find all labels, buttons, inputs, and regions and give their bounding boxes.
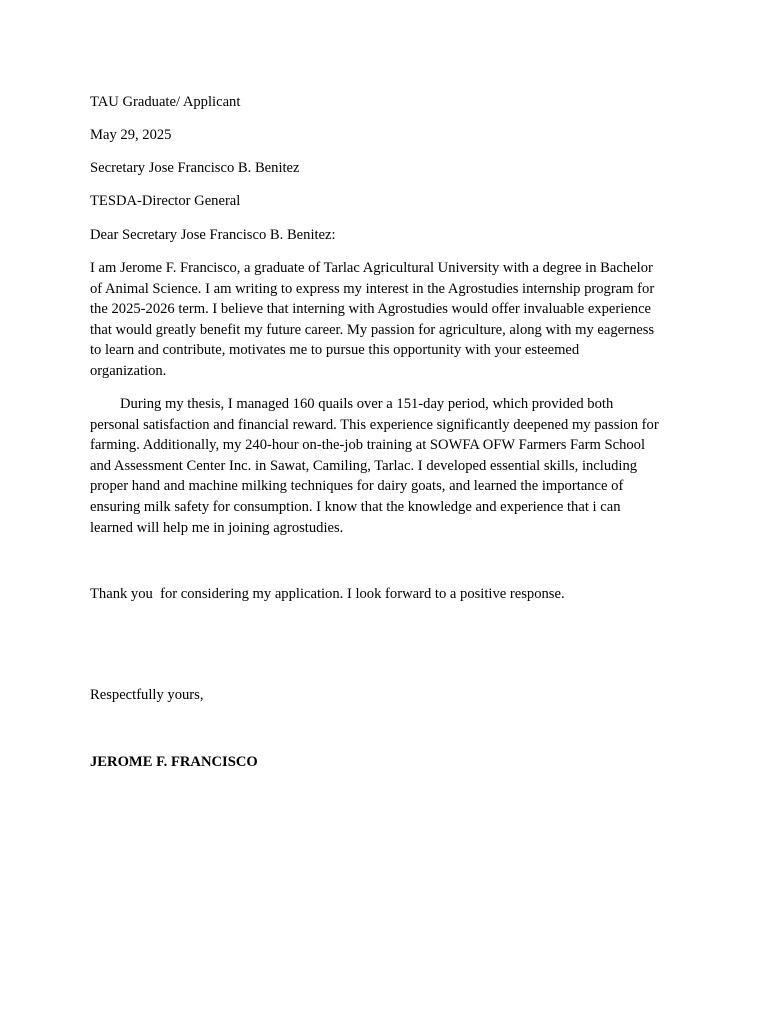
paragraph-line: and Assessment Center Inc. in Sawat, Camiling, Tarlac. I developed essential skills, including bbox=[90, 457, 638, 474]
letter-date: May 29, 2025 bbox=[90, 127, 172, 143]
paragraph-line: personal satisfaction and financial reward. This experience significantly deepened my passion for bbox=[90, 416, 659, 433]
paragraph-line: the 2025-2026 term. I believe that interning with Agrostudies would offer invaluable experience bbox=[90, 301, 652, 318]
paragraph-line: I am Jerome F. Francisco, a graduate of Tarlac Agricultural University with a degree in Bachelor bbox=[90, 260, 653, 276]
paragraph-experience bbox=[90, 394, 682, 538]
thank-you-line: Thank you for considering my application. I look forward to a positive response. bbox=[90, 586, 565, 602]
paragraph-line: proper hand and machine milking techniques for dairy goats, and learned the importance of bbox=[90, 478, 624, 495]
paragraph-line: that would greatly benefit my future career. My passion for agriculture, along with my eagerness bbox=[90, 321, 655, 338]
paragraph-first-line bbox=[90, 394, 682, 415]
closing: Respectfully yours, bbox=[90, 687, 204, 703]
salutation: Dear Secretary Jose Francisco B. Benitez: bbox=[90, 227, 336, 243]
paragraph-line: farming. Additionally, my 240-hour on-the-job training at SOWFA OFW Farmers Farm School bbox=[90, 437, 646, 454]
paragraph-line: to learn and contribute, motivates me to pursue this opportunity with your esteemed bbox=[90, 342, 580, 359]
paragraph-line: During my thesis, I managed 160 quails over a 151-day period, which provided both bbox=[120, 396, 614, 412]
paragraph-line: learned will help me in joining agrostudies. bbox=[90, 519, 344, 536]
paragraph-introduction bbox=[90, 258, 682, 382]
recipient-position: TESDA-Director General bbox=[90, 193, 241, 209]
paragraph-line: ensuring milk safety for consumption. I know that the knowledge and experience that i can bbox=[90, 498, 621, 515]
sender-title: TAU Graduate/ Applicant bbox=[90, 94, 241, 110]
paragraph-line: of Animal Science. I am writing to express my interest in the Agrostudies internship program for bbox=[90, 280, 655, 297]
paragraph-line: organization. bbox=[90, 362, 167, 379]
recipient-name: Secretary Jose Francisco B. Benitez bbox=[90, 160, 300, 176]
signature-name: JEROME F. FRANCISCO bbox=[90, 754, 258, 770]
